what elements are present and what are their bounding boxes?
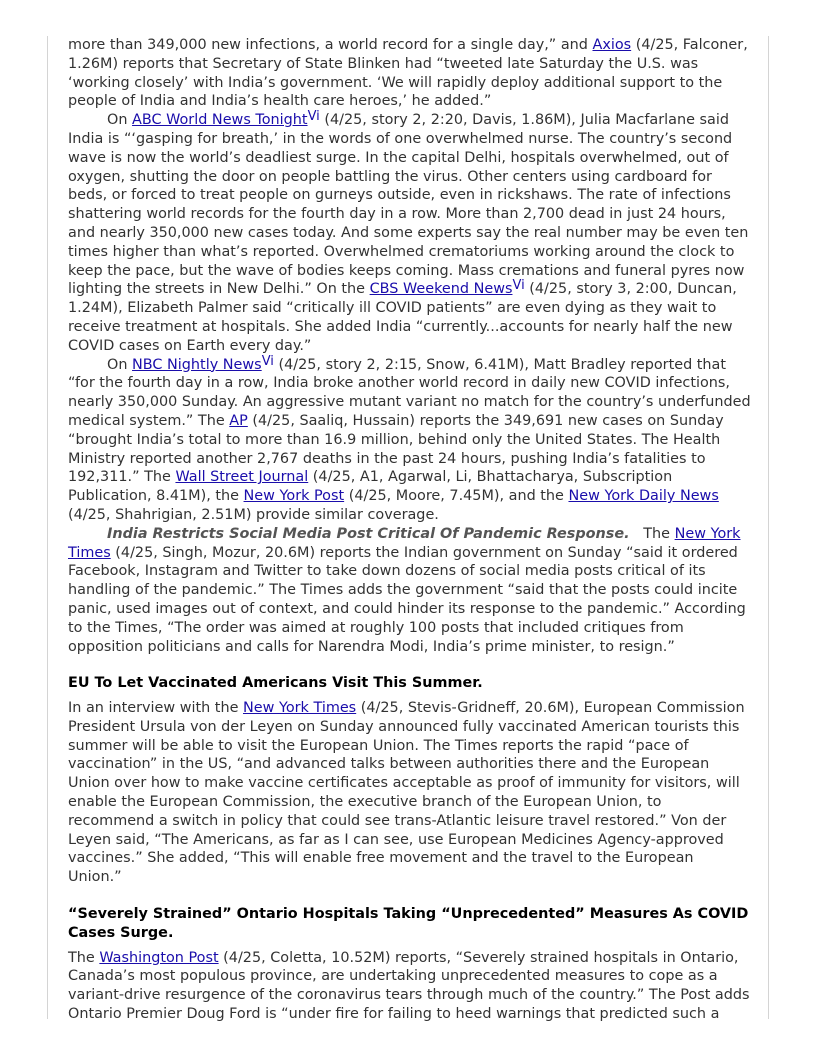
link-washington-post[interactable]: Washington Post [99,949,219,966]
paragraph-blinken: more than 349,000 new infections, a world record for a single day,” and Axios (4/25, Falconer, 1.26M) reports that Secretary of State Blinken had “tweeted late Saturday the U.S. was ‘working closely’ with India’s government. ‘We will rapidly deploy additional support to the people of India and India’s health care heroes,’ he added.” [68,37,748,110]
link-wall-street-journal[interactable]: Wall Street Journal [175,469,309,486]
right-margin-rule [768,36,769,1019]
video-marker[interactable]: Vi [261,353,274,369]
link-new-york-times[interactable]: New York Times [68,525,741,561]
link-axios[interactable]: Axios [592,37,632,53]
link-abc-world-news-tonight[interactable]: ABC World News Tonight [132,112,308,129]
subheading-india-restricts: India Restricts Social Media Post Critical Of Pandemic Response. [107,525,630,542]
link-ap[interactable]: AP [229,412,248,429]
video-marker[interactable]: Vi [307,109,320,125]
heading-eu-vaccinated-americans: EU To Let Vaccinated Americans Visit This Summer. [68,675,483,692]
link-nbc-nightly-news[interactable]: NBC Nightly News [132,356,262,373]
link-new-york-daily-news[interactable]: New York Daily News [568,488,719,505]
paragraph-nbc-ap: On NBC Nightly News$^{Vi}$ (4/25, story 2, 2:15, Snow, 6.41M), Matt Bradley reported that “for the fourth day in a row, India broke another world record in daily new COVID infections, nearly 350,000 Sunday. An aggressive mutant variant no match for the country’s underfunded medical system.” The AP (4/25, Saaliq, Hussain) reports the 349,691 new cases on Sunday “brought India’s total to more than 16.9 million, behind only the United States. The Health Ministry reported another 2,767 deaths in the past 24 hours, pushing India’s fatalities to 192,311.” The Wall Street Journal (4/25, A1, Agarwal, Li, Bhattacharya, Subscription Publication, 8.41M), the New York Post (4/25, Moore, 7.45M), and the New York Daily News (4/25, Shahrigian, 2.51M) provide similar coverage. [68,353,751,523]
left-margin-rule [47,36,48,1019]
link-new-york-times-eu[interactable]: New York Times [243,700,357,717]
link-new-york-post[interactable]: New York Post [243,488,345,505]
paragraph-eu: In an interview with the New York Times (4/25, Stevis-Gridneff, 20.6M), European Commission President Ursula von der Leyen on Sunday announced fully vaccinated American tourists this summer will be able to visit the European Union. The Times reports the rapid “pace of vaccination” in the US, “and advanced talks between authorities there and the European Union over how to make vaccine certificates acceptable as proof of immunity for visitors, will enable the European Commission, the executive branch of the European Union, to recommend a switch in policy that could see trans-Atlantic leisure travel restored.” Von der Leyen said, “The Americans, as far as I can see, use European Medicines Agency-approved vaccines.” She added, “This will enable free movement and the travel to the European Union.” [68,700,745,886]
document-page [68,36,751,1024]
heading-ontario-hospitals: “Severely Strained” Ontario Hospitals Taking “Unprecedented” Measures As COVID Cases Surge. [68,906,749,941]
link-cbs-weekend-news[interactable]: CBS Weekend News [369,281,513,298]
paragraph-ontario: The Washington Post (4/25, Coletta, 10.52M) reports, “Severely strained hospitals in Ontario, Canada’s most populous province, are undertaking unprecedented measures to cope as a variant-drive resurgence of the coronavirus tears through much of the country.” The Post adds Ontario Premier Doug Ford is “under fire for failing to heed warnings that predicted such a [68,949,750,1023]
paragraph-social-media: India Restricts Social Media Post Critical Of Pandemic Response. The New York Times (4/25, Singh, Mozur, 20.6M) reports the Indian government on Sunday “said it ordered Facebook, Instagram and Twitter to take down dozens of social media posts critical of its handling of the pandemic.” The Times adds the government “said that the posts could incite panic, used images out of context, and could hinder its response to the pandemic.” According to the Times, “The order was aimed at roughly 100 posts that included critiques from opposition politicians and calls for Narendra Modi, India’s prime minister, to resign.” [68,525,746,655]
video-marker[interactable]: Vi [512,278,525,294]
paragraph-abc-cbs: On ABC World News Tonight$^{Vi}$ (4/25, story 2, 2:20, Davis, 1.86M), Julia Macfarlane said India is “‘gasping for breath,’ in the words of one overwhelmed nurse. The country’s second wave is now the world’s deadliest surge. In the capital Delhi, hospitals overwhelmed, out of oxygen, shutting the door on people battling the virus. Other centers using cardboard for beds, or forced to treat people on gurneys outside, even in rickshaws. The rate of infections shattering world records for the fourth day in a row. More than 2,700 dead in just 24 hours, and nearly 350,000 new cases today. And some experts say the real number may be even ten times higher than what’s reported. Overwhelmed crematoriums working around the clock to keep the pace, but the wave of bodies keeps coming. Mass cremations and funeral pyres now lighting the streets in New Delhi.” On the CBS Weekend News$^{Vi}$ (4/25, story 3, 2:00, Duncan, 1.24M), Elizabeth Palmer said “critically ill COVID patients” are even dying as they wait to receive treatment at hospitals. She added India “currently...accounts for nearly half the new COVID cases on Earth every day.” [68,109,749,354]
